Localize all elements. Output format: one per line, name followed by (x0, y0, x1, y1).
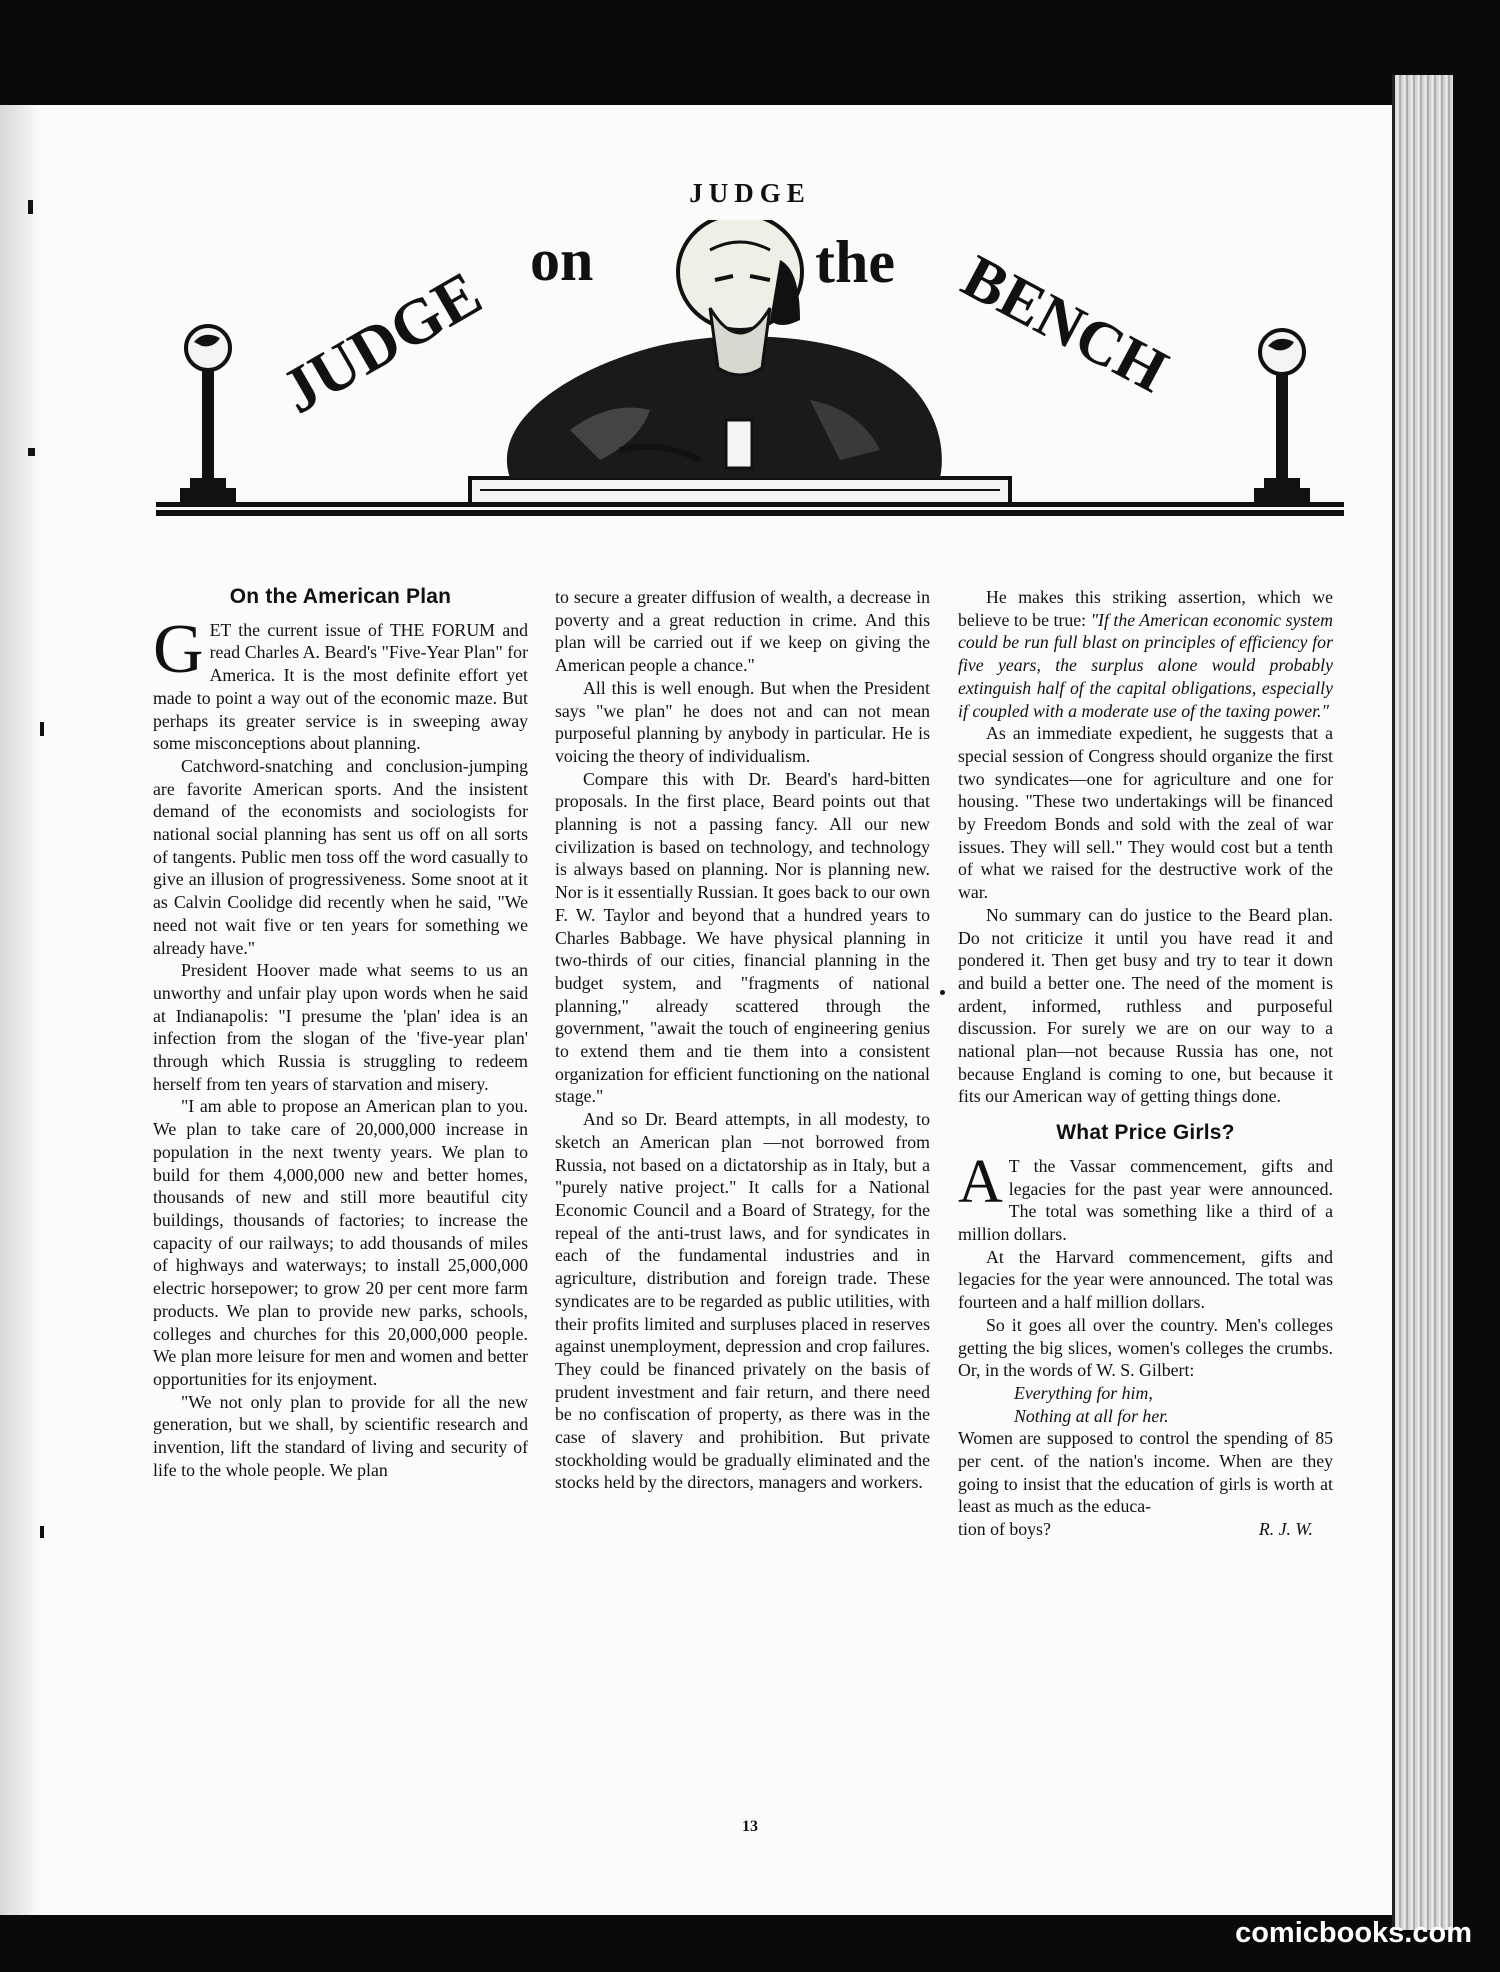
margin-mark (28, 448, 35, 456)
article-paragraph: As an immediate expedient, he suggests that a special session of Congress should organize the first two syndicates—one for agriculture and one for housing. "These two undertakings will be financed by Freedom Bonds and sold with the zeal of war issues. They will sell." They would cost but a tenth of what we raised for the destructive work of the war. (958, 723, 1333, 903)
article-paragraph: And so Dr. Beard attempts, in all modesty, to sketch an American plan —not borrowed from Russia, not based on a dictatorship as in Italy, but a "purely native project." It calls for a National Economic Council and a Board of Strategy, for the repeal of the anti-trust laws, and for syndicates in each of the fundamental industries and in agriculture, distribution and foreign trade. These syndicates are to be regarded as public utilities, with their profits limited and surpluses placed in reserves against unemployment, depression and crop failures. They could be financed privately on the basis of prudent investment and fair return, and there need be no confiscation of property, as there was in the case of slavery and prohibition. But private stockholding would be gradually eliminated and the stocks held by the directors, managers and workers. (555, 1109, 930, 1493)
paragraph-text: T the Vassar commencement, gifts and legacies for the past year were announced. The total was something like a third of a million dollars. (958, 1155, 1333, 1244)
article-paragraph: "I am able to propose an American plan to you. We plan to take care of 20,000,000 increase in population in the next twenty years. We plan to build for them 4,000,000 new and better homes, thousands of new and still more beautiful city buildings, thousands of factories; to increase the capacity of our railways; to add thousands of miles of highways and waterways; to install 25,000,000 electric horsepower; to grow 20 per cent more farm products. We plan to provide new parks, schools, colleges and churches for this 20,000,000 people. We plan more leisure for men and women and better opportunities for its enjoyment. (153, 1096, 528, 1389)
paragraph-text: He makes this striking assertion, which we believe to be true: (958, 587, 1333, 630)
margin-mark (40, 1526, 44, 1538)
masthead-title-on: on (530, 227, 594, 293)
watermark: comicbooks.com (1235, 1917, 1472, 1949)
bench (156, 478, 1344, 516)
masthead-title-the: the (815, 229, 895, 295)
drop-cap: G (153, 610, 204, 688)
column-2 (555, 586, 930, 1494)
article-paragraph (958, 1147, 1333, 1246)
gutter-shadow (0, 105, 42, 1915)
article-paragraph: Women are supposed to control the spending of 85 per cent. of the nation's income. When are they going to insist that the education of girls is worth at least as much as the educa- (958, 1428, 1333, 1517)
article-paragraph: Compare this with Dr. Beard's hard-bitten proposals. In the first place, Beard points out that planning is not a passing fancy. All our new civilization is based on technology, and technology is always based on planning. Nor is planning new. Nor is it essentially Russian. It goes back to our own F. W. Taylor and beyond that a hundred years to Charles Babbage. We have physical planning in two-thirds of our cities, financial planning in the budget system, and "fragments of national planning," already scattered through the government, "await the touch of engineering genius to extend them and tie them into a consistent organization for efficient functioning on the national stage." (555, 768, 930, 1107)
verse-line: Nothing at all for her. (1014, 1405, 1169, 1426)
running-head: JUDGE (689, 178, 811, 208)
article-paragraph: No summary can do justice to the Beard plan. Do not criticize it until you have read it and pondered it. Then get busy and try to tear it down and build a better one. The need of the moment is ardent, informed, ruthless and purposeful discussion. For surely we are on our way to a national plan—not because Russia has one, not because England is coming to one, but because it fits our American way of getting things done. (958, 904, 1333, 1107)
page-number: 13 (742, 1818, 758, 1835)
article-paragraph: All this is well enough. But when the President says "we plan" he does not and can not mean purposeful planning by anybody in particular. He is voicing the theory of individualism. (555, 677, 930, 766)
article-paragraph: Catchword-snatching and conclusion-jumping are favorite American sports. And the insistent demand of the economists and sociologists for national social planning has sent us off on all sorts of tangents. Public men toss off the word casually to give an illusion of progressiveness. Some snoot at it as Calvin Coolidge did recently when he said, "We need not wait five or ten years for something we already have." (153, 755, 528, 958)
verse-line: Everything for him, (1014, 1382, 1153, 1403)
article-paragraph (958, 586, 1333, 722)
column-3 (958, 586, 1333, 1541)
article-paragraph: to secure a greater diffusion of wealth, a decrease in poverty and a great reduction in crime. And this plan will be carried out if we keep on giving the American people a chance." (555, 587, 930, 676)
author-signature: R. J. W. (1258, 1519, 1313, 1540)
masthead-title-bench: BENCH (951, 242, 1179, 406)
article-paragraph: President Hoover made what seems to us an unworthy and unfair play upon words when he said at Indianapolis: "I presume the 'plan' idea is an infection from the slogan of the 'five-year plan' through which Russia is struggling to redeem herself from ten years of starvation and misery. (153, 960, 528, 1094)
article-paragraph: At the Harvard commencement, gifts and legacies for the year were announced. The total was fourteen and a half million dollars. (958, 1246, 1333, 1313)
article-heading-american-plan: On the American Plan (229, 585, 452, 608)
closing-line (958, 1518, 1333, 1541)
page-edge-stack (1392, 75, 1453, 1930)
right-lamp-icon (1254, 330, 1310, 502)
masthead-illustration (150, 220, 1350, 530)
drop-cap: A (958, 1147, 1003, 1216)
column-1 (153, 586, 528, 1481)
closing-text: tion of boys? (958, 1519, 1051, 1540)
masthead-title-judge: JUDGE (269, 257, 493, 428)
margin-dot (940, 990, 945, 995)
margin-mark (40, 722, 44, 736)
paragraph-text: ET the current issue of THE FORUM and read Charles A. Beard's "Five-Year Plan" for America. It is the most definite effort yet made to point a way out of the economic maze. But perhaps its greater service is in sweeping away some misconceptions about planning. (153, 619, 528, 754)
article-paragraph: "We not only plan to provide for all the new generation, but we shall, by scientific research and invention, lift the standard of living and security of life to the whole people. We plan (153, 1391, 528, 1480)
article-paragraph (153, 610, 528, 755)
article-heading-what-price-girls: What Price Girls? (1056, 1121, 1235, 1145)
left-lamp-icon (180, 326, 236, 502)
beard-quote: "If the American economic system could be run full blast on principles of efficiency for five years, the surplus alone would probably extinguish half of the capital obligations, especially if coupled with a moderate use of the taxing power." (958, 609, 1333, 721)
article-paragraph: So it goes all over the country. Men's colleges getting the big slices, women's colleges the crumbs. Or, in the words of W. S. Gilbert: (958, 1314, 1333, 1381)
